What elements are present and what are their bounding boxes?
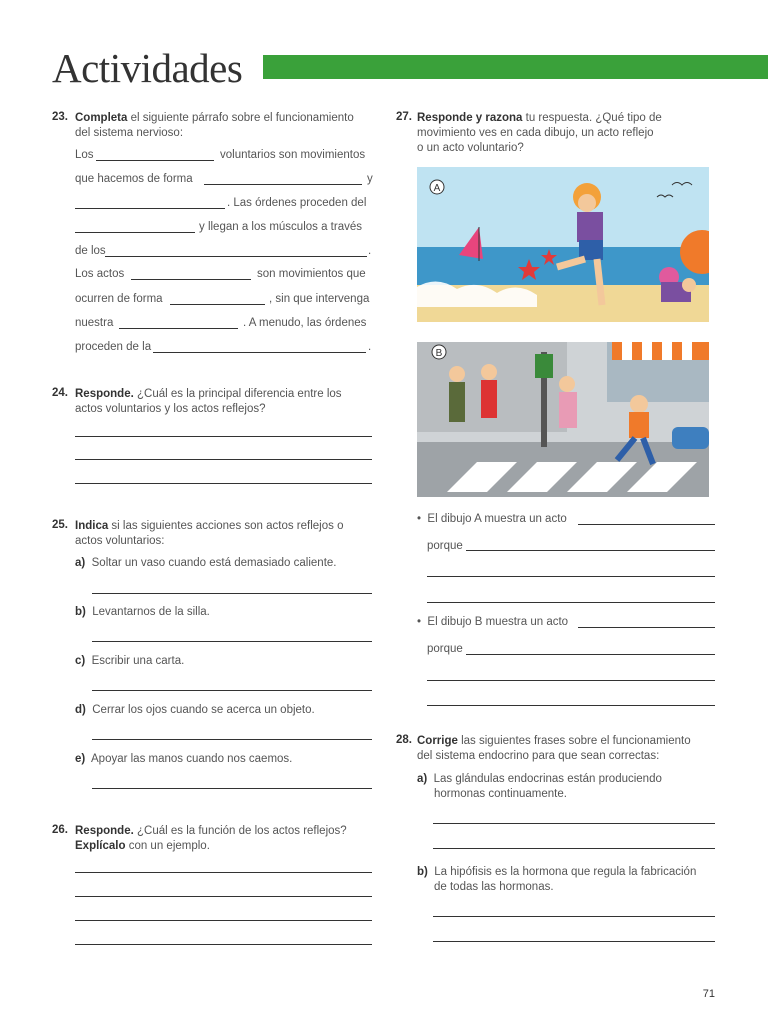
- q23-prompt-line2: del sistema nervioso:: [75, 127, 184, 139]
- q27-porque-a: porque: [427, 540, 463, 552]
- shop-awning: [612, 342, 709, 360]
- q27-prompt-text: tu respuesta. ¿Qué tipo de: [522, 112, 662, 124]
- car-icon: [672, 427, 709, 449]
- q23-text: ocurren de forma: [75, 293, 163, 305]
- q23-text: voluntarios son movimientos: [220, 149, 366, 161]
- q26-verb: Responde.: [75, 825, 134, 837]
- q24-prompt-text: ¿Cuál es la principal diferencia entre los: [133, 388, 342, 400]
- q24-verb: Responde.: [75, 388, 134, 400]
- q24-prompt: [75, 387, 375, 417]
- q23-text: , sin que intervenga: [269, 293, 370, 305]
- q27-prompt-line2: movimiento ves en cada dibujo, un acto reflejo: [417, 127, 654, 139]
- q25-answer-c[interactable]: [92, 690, 372, 691]
- q28-prompt: [417, 734, 737, 764]
- q25-item-a: a) Soltar un vaso cuando está demasiado caliente.: [75, 557, 337, 569]
- q23-text: y: [367, 173, 373, 185]
- q27-reason-b[interactable]: [466, 654, 715, 655]
- q28-number: 28.: [396, 734, 412, 746]
- q27-reason-b-line[interactable]: [427, 680, 715, 681]
- q25-item-e: e) Apoyar las manos cuando nos caemos.: [75, 753, 293, 765]
- q28-item-b: b) La hipófisis es la hormona que regula la fabricación de todas las hormonas.: [417, 866, 697, 893]
- q27-porque-b: porque: [427, 643, 463, 655]
- q23-blank-5[interactable]: [105, 256, 367, 257]
- q28-answer-a[interactable]: [433, 848, 715, 849]
- q28-answer-b[interactable]: [433, 916, 715, 917]
- q27-answer-a[interactable]: [578, 524, 715, 525]
- q27-bullet-a: • El dibujo A muestra un acto: [417, 513, 567, 525]
- q25-answer-d[interactable]: [92, 739, 372, 740]
- q25-number: 25.: [52, 519, 68, 531]
- q23-blank-6[interactable]: [131, 279, 251, 280]
- label-b: B: [435, 348, 443, 359]
- q23-prompt-text: el siguiente párrafo sobre el funcionamiento: [127, 112, 354, 124]
- q24-answer-line[interactable]: [75, 459, 372, 460]
- q28-prompt-line2: del sistema endocrino para que sean correctas:: [417, 750, 660, 762]
- q27-verb: Responde y razona: [417, 112, 523, 124]
- q23-text: son movimientos que: [257, 268, 366, 280]
- q27-prompt: [417, 111, 727, 156]
- page-title: Actividades: [52, 45, 243, 91]
- q23-blank-7[interactable]: [170, 304, 265, 305]
- q23-text: . A menudo, las órdenes: [243, 317, 367, 329]
- q25-answer-a[interactable]: [92, 593, 372, 594]
- q23-verb: Completa: [75, 112, 128, 124]
- q26-answer-line[interactable]: [75, 920, 372, 921]
- q23-text: Los actos: [75, 268, 125, 280]
- q27-reason-a-line[interactable]: [427, 602, 715, 603]
- q27-bullet-b: • El dibujo B muestra un acto: [417, 616, 569, 628]
- q23-text: proceden de la: [75, 341, 152, 353]
- q26-answer-line[interactable]: [75, 896, 372, 897]
- q23-text: Los: [75, 149, 94, 161]
- q23-text: .: [368, 245, 372, 257]
- q25-item-b: b) Levantarnos de la silla.: [75, 606, 210, 618]
- q28-item-a: a) Las glándulas endocrinas están produciendo hormonas continuamente.: [417, 773, 662, 800]
- q27-answer-b[interactable]: [578, 627, 715, 628]
- q28-answer-b[interactable]: [433, 941, 715, 942]
- q23-blank-1[interactable]: [96, 160, 214, 161]
- q23-text: . Las órdenes proceden del: [227, 197, 367, 209]
- q27-reason-a[interactable]: [466, 550, 715, 551]
- q23-blank-2[interactable]: [204, 184, 362, 185]
- q23-text: nuestra: [75, 317, 114, 329]
- q25-answer-b[interactable]: [92, 641, 372, 642]
- illustration-a-beach: [417, 167, 709, 322]
- q23-text: de los: [75, 245, 106, 257]
- q26-answer-line[interactable]: [75, 944, 372, 945]
- q23-blank-9[interactable]: [153, 352, 366, 353]
- illustration-b-street: [417, 342, 709, 497]
- q26-answer-line[interactable]: [75, 872, 372, 873]
- q24-prompt-line2: actos voluntarios y los actos reflejos?: [75, 403, 266, 415]
- pedestrian: [559, 376, 575, 392]
- q23-blank-8[interactable]: [119, 328, 238, 329]
- q27-number: 27.: [396, 111, 412, 123]
- q25-verb: Indica: [75, 520, 109, 532]
- q26-prompt: [75, 824, 375, 854]
- q23-blank-3[interactable]: [75, 208, 225, 209]
- q28-verb: Corrige: [417, 735, 458, 747]
- q25-prompt-line2: actos voluntarios:: [75, 535, 165, 547]
- q28-answer-a[interactable]: [433, 823, 715, 824]
- q24-answer-line[interactable]: [75, 436, 372, 437]
- q25-item-d: d) Cerrar los ojos cuando se acerca un objeto.: [75, 704, 315, 716]
- q25-prompt: [75, 519, 375, 549]
- q25-answer-e[interactable]: [92, 788, 372, 789]
- pedestrian: [481, 364, 497, 380]
- q25-item-c: c) Escribir una carta.: [75, 655, 185, 667]
- label-a: A: [433, 183, 441, 194]
- q28-prompt-text: las siguientes frases sobre el funcionamiento: [457, 735, 691, 747]
- q27-prompt-line3: o un acto voluntario?: [417, 142, 524, 154]
- pharmacy-sign-icon: [535, 354, 553, 378]
- q23-text: que hacemos de forma: [75, 173, 193, 185]
- q23-blank-4[interactable]: [75, 232, 195, 233]
- q25-prompt-text: si las siguientes acciones son actos reflejos o: [108, 520, 344, 532]
- q24-number: 24.: [52, 387, 68, 399]
- q26-number: 26.: [52, 824, 68, 836]
- q23-prompt: [75, 111, 375, 141]
- q26-prompt-text: ¿Cuál es la función de los actos reflejos?: [133, 825, 347, 837]
- q23-number: 23.: [52, 111, 68, 123]
- q24-answer-line[interactable]: [75, 483, 372, 484]
- q26-verb2: Explícalo: [75, 840, 126, 852]
- title-accent-bar: [263, 55, 768, 79]
- q23-text: .: [368, 341, 372, 353]
- q27-reason-a-line[interactable]: [427, 576, 715, 577]
- q26-prompt-text2: con un ejemplo.: [125, 840, 210, 852]
- page-number: 71: [702, 988, 715, 1000]
- q27-reason-b-line[interactable]: [427, 705, 715, 706]
- pedestrian: [449, 366, 465, 382]
- q23-text: y llegan a los músculos a través: [199, 221, 362, 233]
